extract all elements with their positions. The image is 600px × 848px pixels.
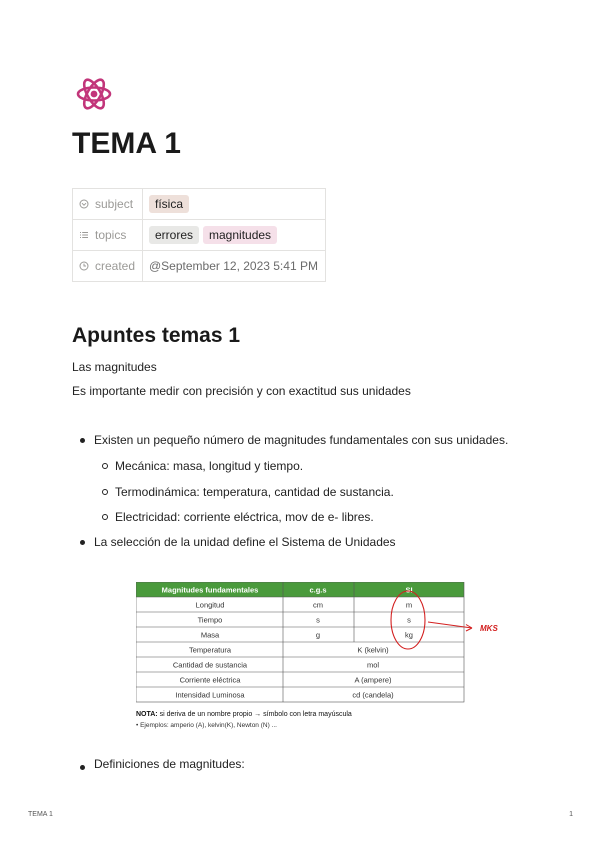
bullet-item: Existen un pequeño número de magnitudes fundamentales con sus unidades.	[94, 433, 509, 447]
paragraph-2: Es importante medir con precisión y con exactitud sus unidades	[72, 384, 411, 398]
figure-header-2: c.g.s	[309, 585, 327, 595]
figure-cell: Longitud	[195, 600, 225, 610]
figure-cell: g	[315, 630, 321, 640]
properties-table	[72, 188, 326, 282]
figure-cell: Corriente eléctrica	[179, 675, 241, 685]
sub-bullet-item: Mecánica: masa, longitud y tiempo.	[115, 459, 304, 473]
bullet-dot	[80, 540, 85, 545]
figure-note: NOTA: si deriva de un nombre propio → símbolo con letra mayúscula	[136, 711, 352, 718]
magnitudes-table-image	[136, 582, 508, 734]
figure-cell: Tiempo	[197, 615, 223, 625]
bullet-dot-hollow	[102, 463, 108, 469]
bullet-dot	[80, 765, 85, 770]
figure-cell: cd (candela)	[352, 690, 394, 700]
created-date: @September 12, 2023 5:41 PM	[143, 251, 326, 282]
figure-cell: Masa	[200, 630, 220, 640]
property-value[interactable]	[143, 189, 326, 220]
select-icon	[79, 199, 89, 209]
property-name: created	[73, 251, 143, 282]
property-name: subject	[73, 189, 143, 220]
figure-cell: mol	[366, 660, 380, 670]
sub-bullet-item: Termodinámica: temperatura, cantidad de sustancia.	[115, 485, 394, 499]
figure-note-example: • Ejemplos: amperio (A), kelvin(K), Newton (N) ...	[136, 722, 277, 729]
figure-cell: m	[405, 600, 413, 610]
mks-label: MKS	[480, 624, 498, 633]
figure-header-3: SI	[405, 585, 413, 595]
property-row-topics	[73, 220, 326, 251]
figure-cell: K (kelvin)	[357, 645, 389, 655]
bullet-dot-hollow	[102, 514, 108, 520]
property-row-created	[73, 251, 326, 282]
figure-cell: A (ampere)	[354, 675, 392, 685]
page-number: 1	[569, 811, 573, 818]
bullet-item: Definiciones de magnitudes:	[94, 757, 245, 771]
figure-cell: s	[316, 615, 320, 625]
page-title: TEMA 1	[72, 127, 181, 160]
atom-icon	[74, 74, 114, 114]
property-row-subject	[73, 189, 326, 220]
paragraph-1: Las magnitudes	[72, 360, 157, 374]
property-value[interactable]	[143, 220, 326, 251]
bullet-dot-hollow	[102, 489, 108, 495]
sub-bullet-item: Electricidad: corriente eléctrica, mov de e- libres.	[115, 510, 374, 524]
figure-cell: kg	[405, 630, 413, 640]
bullet-dot	[80, 438, 85, 443]
figure-cell: Cantidad de sustancia	[172, 660, 248, 670]
tag-magnitudes[interactable]: magnitudes	[203, 226, 277, 244]
bullet-item: La selección de la unidad define el Sistema de Unidades	[94, 535, 396, 549]
figure-cell: Intensidad Luminosa	[175, 690, 245, 700]
figure-cell: s	[407, 615, 411, 625]
figure-cell: cm	[313, 600, 323, 610]
property-name: topics	[73, 220, 143, 251]
figure-cell: Temperatura	[188, 645, 232, 655]
section-heading: Apuntes temas 1	[72, 324, 241, 347]
tag-errores[interactable]: errores	[149, 226, 199, 244]
figure-header-1: Magnitudes fundamentales	[161, 585, 259, 595]
tag-fisica[interactable]: física	[149, 195, 189, 213]
clock-icon	[79, 261, 89, 271]
footer-title: TEMA 1	[28, 811, 53, 818]
list-icon	[79, 230, 89, 240]
